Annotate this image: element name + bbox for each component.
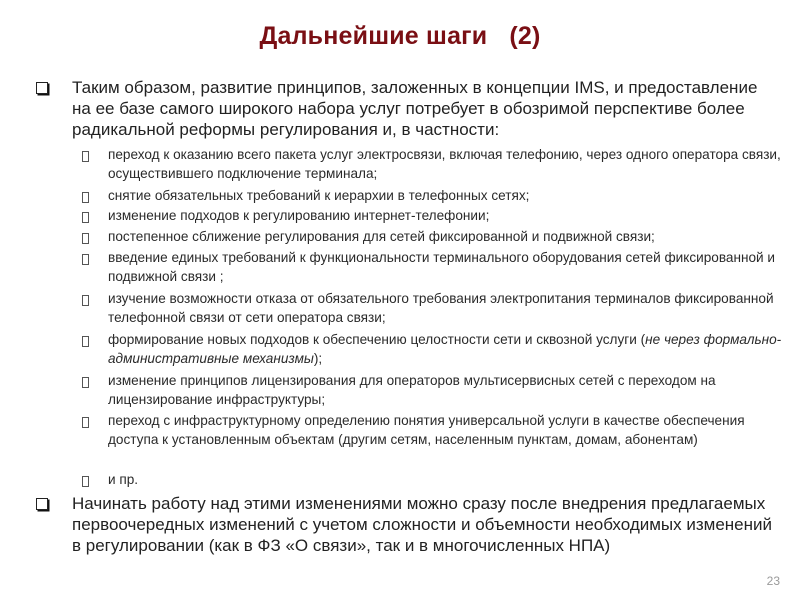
missing-glyph-bullet-icon xyxy=(82,476,89,487)
sub-bullet-text: изменение подходов к регулированию интернет-телефонии; xyxy=(108,208,490,223)
page-number: 23 xyxy=(766,574,780,588)
missing-glyph-bullet-icon xyxy=(82,336,89,347)
missing-glyph-bullet-icon xyxy=(82,377,89,388)
sub-bullet-text: снятие обязательных требований к иерархии в телефонных сетях; xyxy=(108,188,530,203)
missing-glyph-bullet-icon xyxy=(82,212,89,223)
list-item-level1 xyxy=(36,77,776,139)
slide-title-text: Дальнейшие шаги xyxy=(259,22,488,50)
missing-glyph-bullet-icon xyxy=(82,233,89,244)
missing-glyph-bullet-icon xyxy=(82,254,89,265)
sub-bullet-text xyxy=(108,331,788,368)
slide-title xyxy=(0,20,800,52)
missing-glyph-bullet-icon xyxy=(82,295,89,306)
shadowed-box-bullet-icon xyxy=(36,82,48,94)
sub-bullet-text-part: ); xyxy=(313,350,323,366)
missing-glyph-bullet-icon xyxy=(82,151,89,162)
missing-glyph-bullet-icon xyxy=(82,417,89,428)
missing-glyph-bullet-icon xyxy=(82,192,89,203)
slide-title-suffix: (2) xyxy=(509,22,541,50)
bullet-text: Начинать работу над этими изменениями можно сразу после внедрения предлагаемых первоочередных изменений с учетом сложности и объемности необходимых изменений в регулировании (как в ФЗ «О связи», так и в многочисленных НПА) xyxy=(72,494,773,555)
sub-bullet-text: изучение возможности отказа от обязательного требования электропитания терминалов фиксированной телефонной связи от сети оператора связи; xyxy=(108,291,774,325)
sub-bullet-text-italic: не через формально-административные механизмы xyxy=(108,332,782,366)
sub-bullet-text: введение единых требований к функциональности терминального оборудования сетей фиксированной и подвижной связи ; xyxy=(108,250,776,284)
sub-bullet-text: постепенное сближение регулирования для сетей фиксированной и подвижной связи; xyxy=(108,229,655,244)
sub-bullet-text: переход с инфраструктурному определению понятия универсальной услуги в качестве обеспечения доступа к установленным объектам (другим сетям, населенным пунктам, домам, абонентам) xyxy=(108,413,745,447)
shadowed-box-bullet-icon xyxy=(36,498,48,510)
sub-bullet-text: переход к оказанию всего пакета услуг электросвязи, включая телефонию, через одного оператора связи, осуществившего подключение терминала; xyxy=(108,147,781,181)
sub-bullet-text: изменение принципов лицензирования для операторов мультисервисных сетей с переходом на лицензирование инфраструктуры; xyxy=(108,373,716,407)
bullet-text: Таким образом, развитие принципов, заложенных в концепции IMS, и предоставление на ее базе самого широкого набора услуг потребует в обозримой перспективе более радикальной реформы регулирования и, в частности: xyxy=(72,78,758,139)
list-item-level1 xyxy=(36,493,776,555)
sub-bullet-text-part: формирование новых подходов к обеспечению целостности сети и сквозной услуги ( xyxy=(108,332,646,347)
sub-bullet-text: и пр. xyxy=(108,472,139,487)
